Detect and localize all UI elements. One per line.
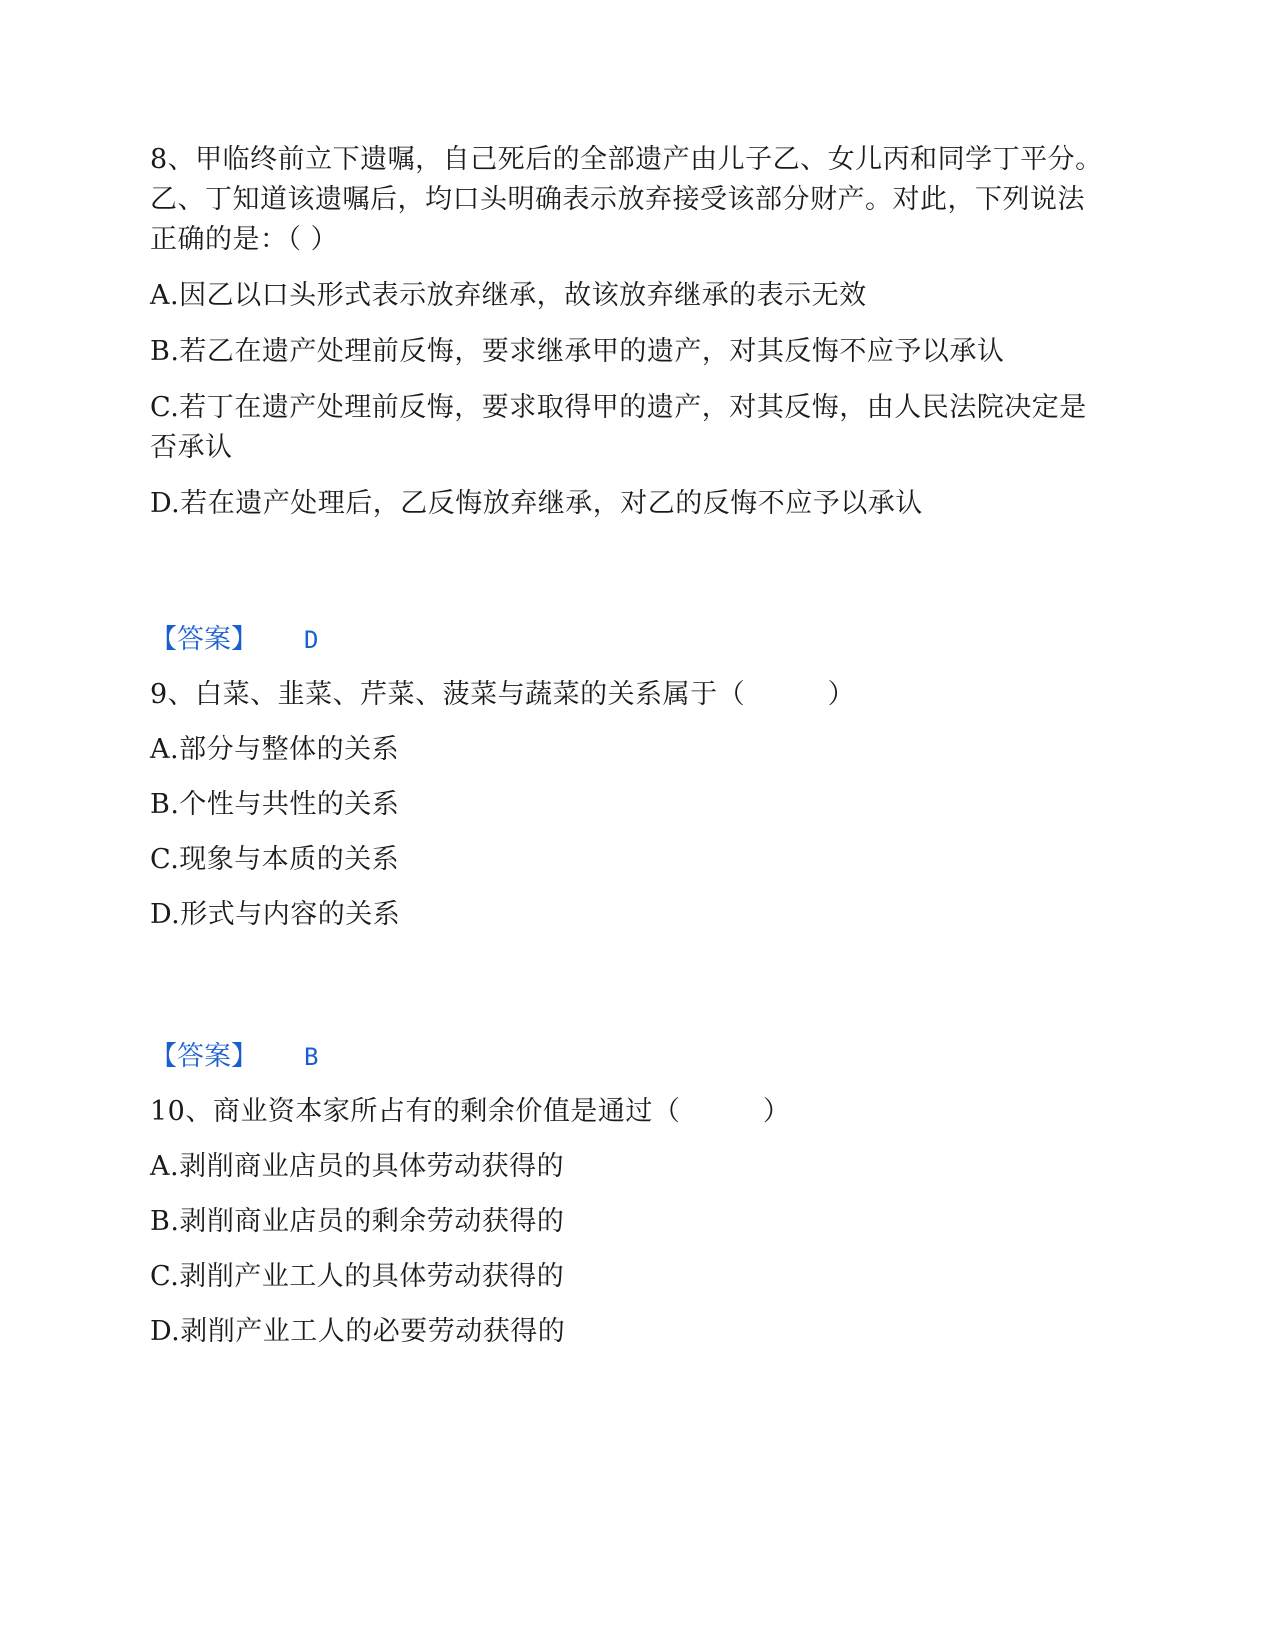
question-8-stem: 8、甲临终前立下遗嘱，自己死后的全部遗产由儿子乙、女儿丙和同学丁平分。乙、丁知道该遗嘱后，均口头明确表示放弃接受该部分财产。对此，下列说法正确的是：（ ） <box>150 144 1103 255</box>
question-10-stem: 10、商业资本家所占有的剩余价值是通过（ ） <box>150 1096 791 1127</box>
answer-line-8 <box>150 620 318 660</box>
question-9-stem: 9、白菜、韭菜、芹菜、菠菜与蔬菜的关系属于（ ） <box>150 679 856 710</box>
answer-value: B <box>304 1043 319 1071</box>
question-10 <box>150 1092 1110 1352</box>
question-9-option-c: C.现象与本质的关系 <box>150 844 400 875</box>
question-10-option-c: C.剥削产业工人的具体劳动获得的 <box>150 1261 565 1292</box>
answer-line-9 <box>150 1037 318 1077</box>
question-9-option-b: B.个性与共性的关系 <box>150 789 400 820</box>
question-10-option-a: A.剥削商业店员的具体劳动获得的 <box>150 1151 565 1182</box>
question-9-option-a: A.部分与整体的关系 <box>150 734 400 765</box>
question-8-option-a: A.因乙以口头形式表示放弃继承，故该放弃继承的表示无效 <box>150 280 867 311</box>
answer-label: 【答案】 <box>150 624 258 655</box>
question-8-option-c: C.若丁在遗产处理前反悔，要求取得甲的遗产，对其反悔，由人民法院决定是否承认 <box>150 392 1087 463</box>
answer-value: D <box>304 626 319 654</box>
question-8-option-b: B.若乙在遗产处理前反悔，要求继承甲的遗产，对其反悔不应予以承认 <box>150 336 1005 367</box>
answer-label: 【答案】 <box>150 1041 258 1072</box>
question-8-option-d: D.若在遗产处理后，乙反悔放弃继承，对乙的反悔不应予以承认 <box>150 488 923 519</box>
question-8 <box>150 140 1110 524</box>
question-10-option-b: B.剥削商业店员的剩余劳动获得的 <box>150 1206 565 1237</box>
question-9-option-d: D.形式与内容的关系 <box>150 899 401 930</box>
question-10-option-d: D.剥削产业工人的必要劳动获得的 <box>150 1316 566 1347</box>
question-9 <box>150 675 1110 935</box>
